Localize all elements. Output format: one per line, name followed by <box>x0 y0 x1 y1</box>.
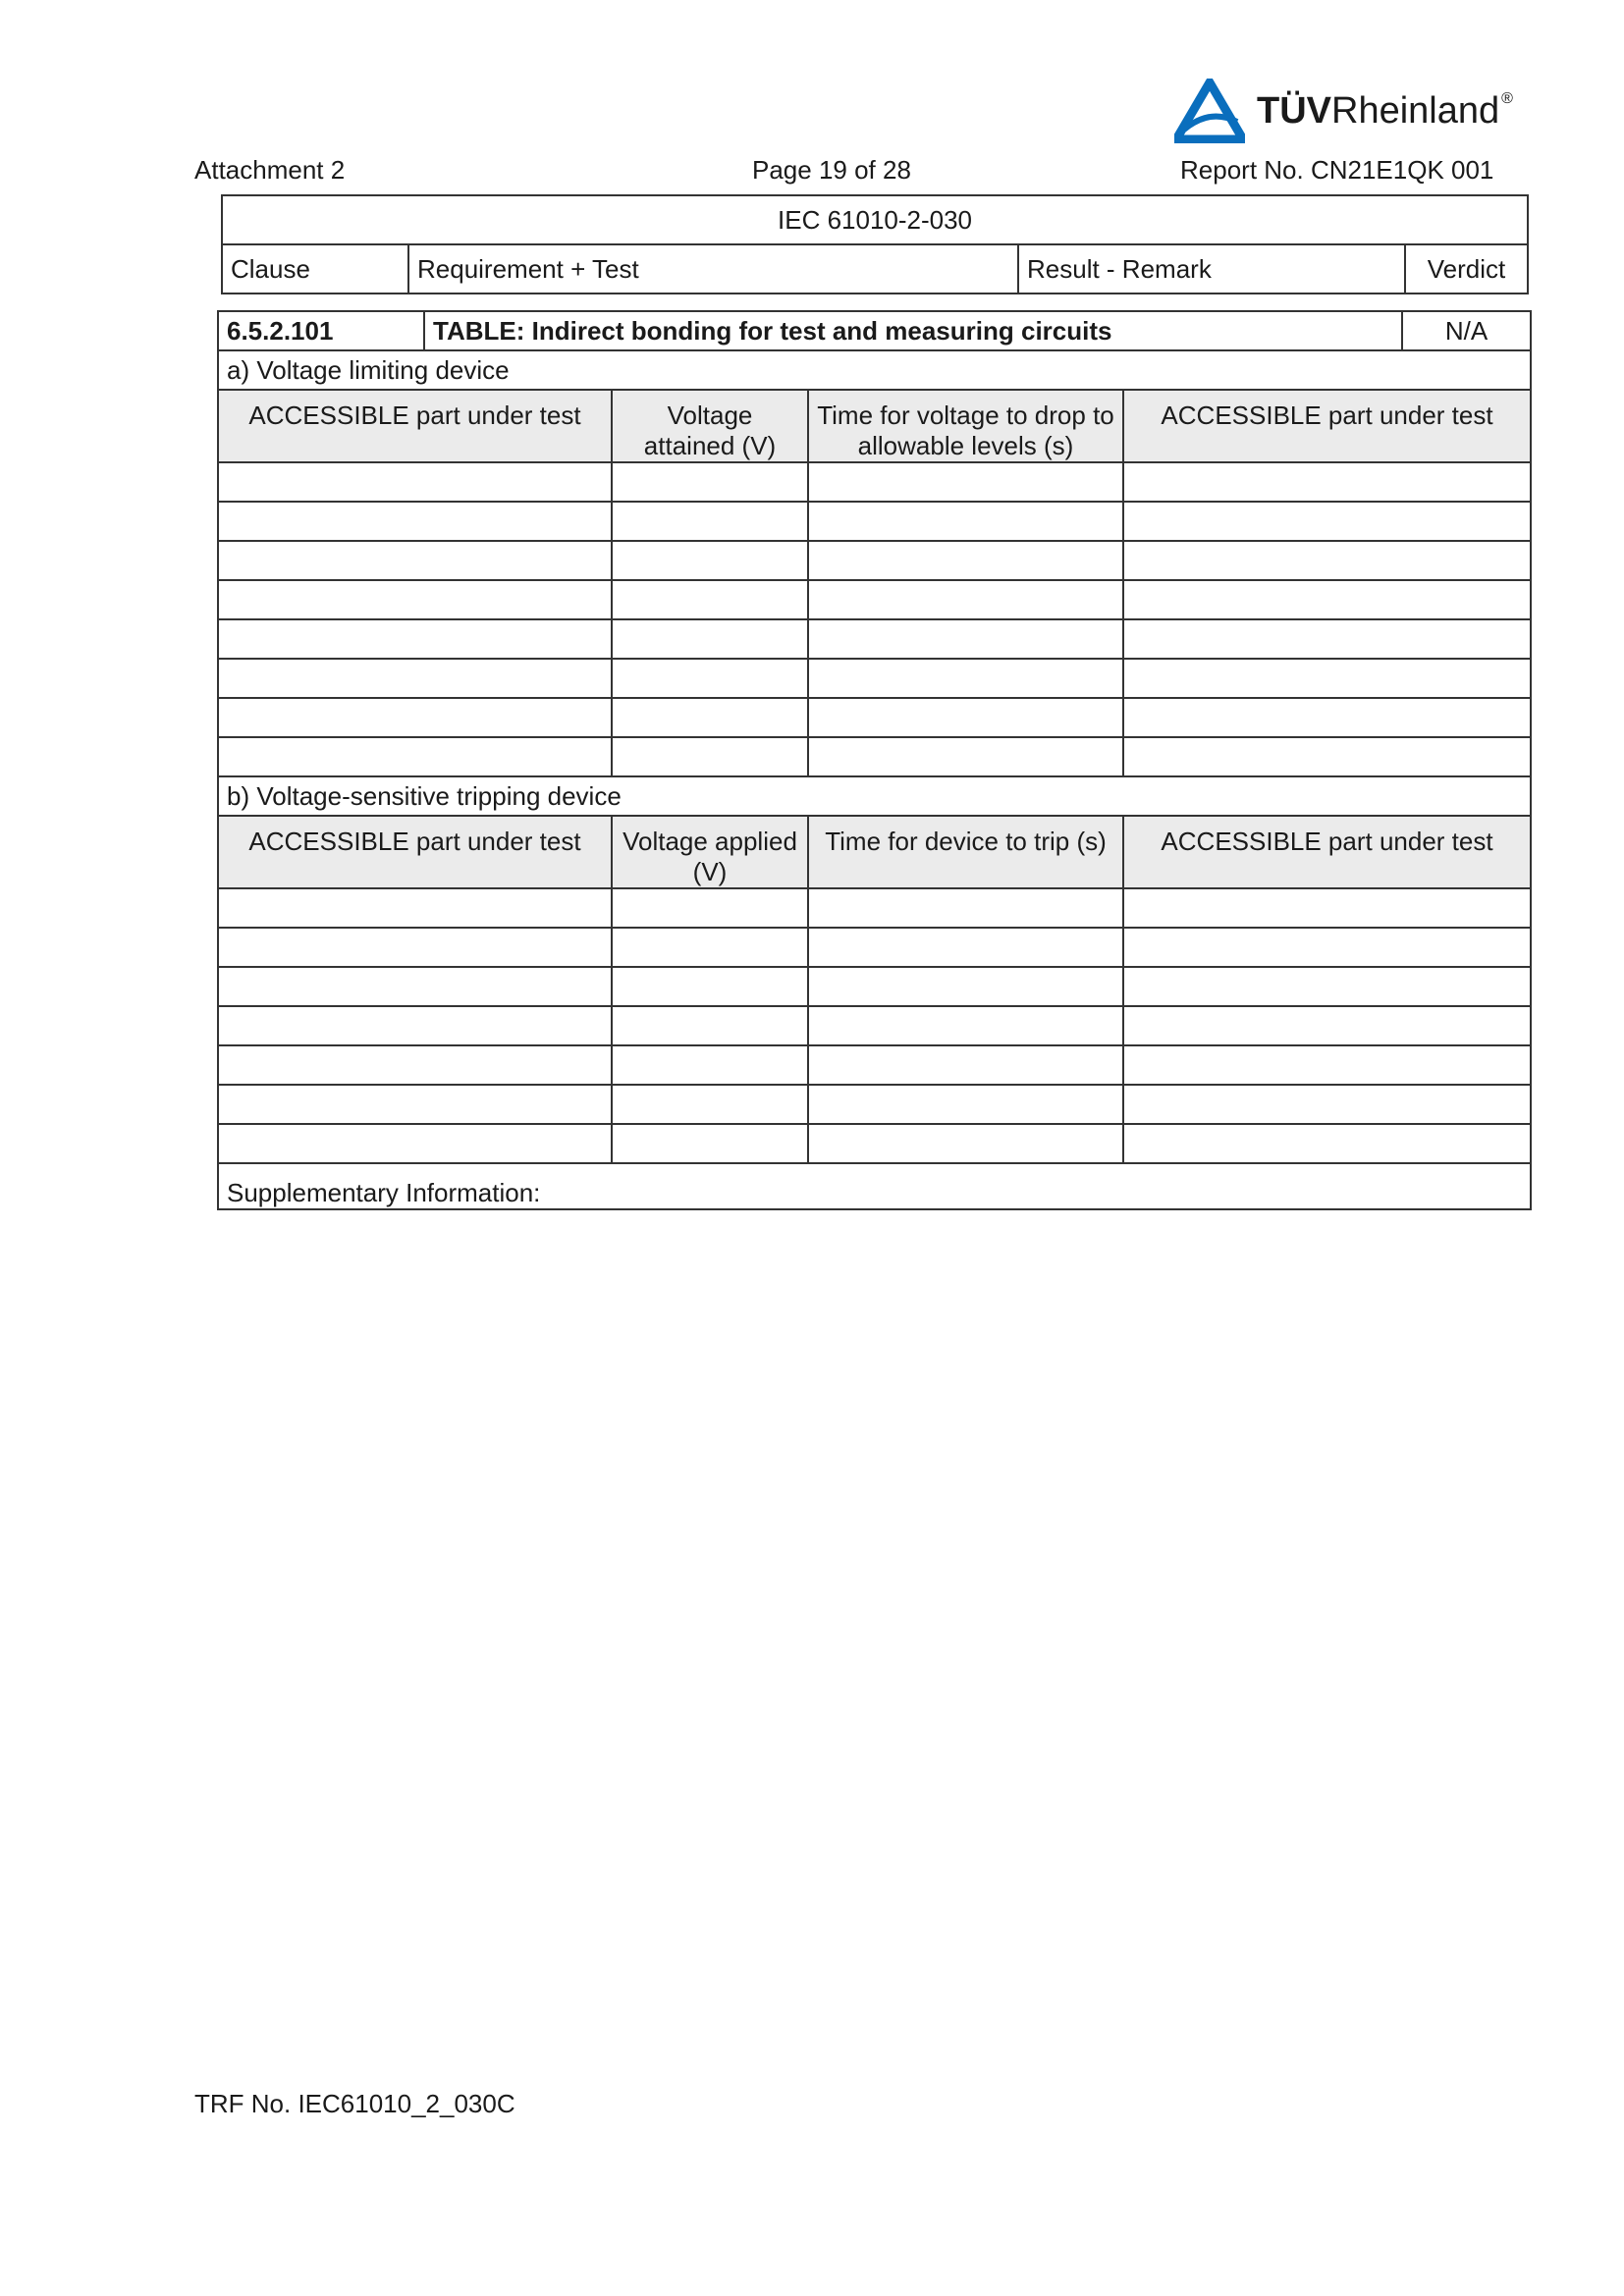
verdict-value: N/A <box>1402 311 1531 350</box>
trf-number: TRF No. IEC61010_2_030C <box>194 2089 515 2118</box>
table-row <box>218 659 1531 698</box>
section-a-col-part-2: ACCESSIBLE part under test <box>1123 390 1531 462</box>
table-row <box>218 698 1531 737</box>
table-row <box>218 737 1531 776</box>
clause-number: 6.5.2.101 <box>218 311 424 350</box>
col-verdict: Verdict <box>1405 244 1528 294</box>
standard-name: IEC 61010-2-030 <box>222 195 1528 244</box>
table-row <box>218 1006 1531 1045</box>
table-row <box>218 580 1531 619</box>
table-row <box>218 462 1531 502</box>
attachment-label: Attachment 2 <box>194 155 346 185</box>
section-b-col-voltage: Voltage applied (V) <box>612 816 808 888</box>
section-b-col-part-2: ACCESSIBLE part under test <box>1123 816 1531 888</box>
table-row <box>218 1124 1531 1163</box>
standard-header-table <box>221 194 1529 294</box>
table-row <box>218 1085 1531 1124</box>
table-row <box>218 502 1531 541</box>
table-title: TABLE: Indirect bonding for test and measuring circuits <box>424 311 1402 350</box>
table-row <box>218 888 1531 928</box>
section-a-col-voltage: Voltage attained (V) <box>612 390 808 462</box>
section-a-col-time: Time for voltage to drop to allowable levels (s) <box>808 390 1123 462</box>
table-row <box>218 1045 1531 1085</box>
table-row <box>218 967 1531 1006</box>
section-b-label: b) Voltage-sensitive tripping device <box>218 776 1531 816</box>
supplementary-information: Supplementary Information: <box>218 1163 1531 1209</box>
section-b-col-time: Time for device to trip (s) <box>808 816 1123 888</box>
col-requirement: Requirement + Test <box>408 244 1018 294</box>
table-row <box>218 541 1531 580</box>
section-b-col-part: ACCESSIBLE part under test <box>218 816 612 888</box>
table-row <box>218 928 1531 967</box>
logo-wordmark: TÜVRheinland ® <box>1257 90 1513 132</box>
col-clause: Clause <box>222 244 408 294</box>
page-number: Page 19 of 28 <box>752 155 911 185</box>
indirect-bonding-table <box>217 310 1532 1210</box>
tuv-rheinland-logo <box>1174 77 1518 145</box>
col-result: Result - Remark <box>1018 244 1405 294</box>
tuv-triangle-logo-icon <box>1174 79 1245 143</box>
section-a-col-part: ACCESSIBLE part under test <box>218 390 612 462</box>
table-row <box>218 619 1531 659</box>
section-a-label: a) Voltage limiting device <box>218 350 1531 390</box>
report-number: Report No. CN21E1QK 001 <box>1180 155 1494 185</box>
